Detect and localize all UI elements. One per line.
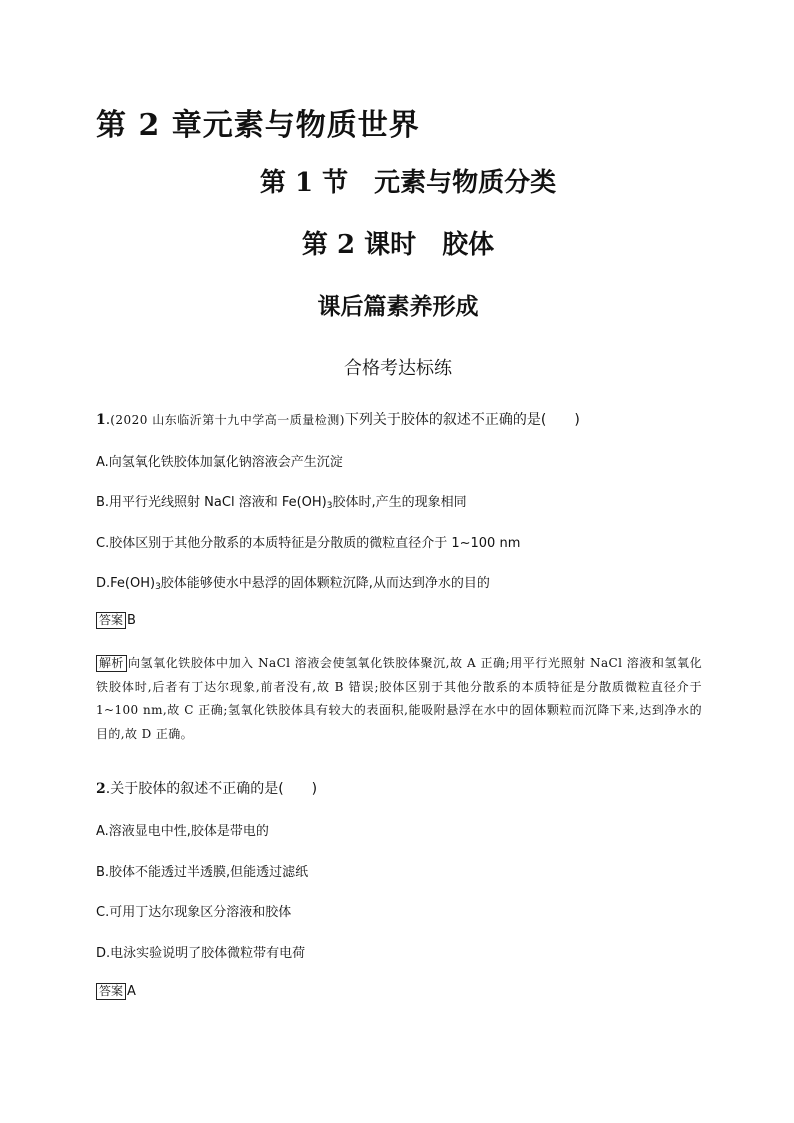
option-text: 胶体时,产生的现象相同 — [332, 495, 467, 510]
lesson-title: 第 2 课时 胶体 — [301, 230, 495, 260]
question-text: .关于胶体的叙述不正确的是( ) — [105, 781, 318, 797]
section-title: 第 1 节 元素与物质分类 — [259, 168, 557, 198]
option-d: D.电泳实验说明了胶体微粒带有电荷 — [96, 946, 306, 961]
option-b: B.胶体不能透过半透膜,但能透过滤纸 — [96, 865, 309, 880]
answer-line — [96, 612, 136, 629]
option-c: C.可用丁达尔现象区分溶液和胶体 — [96, 905, 292, 920]
answer-tag: 答案 — [96, 983, 126, 1000]
post-class-heading: 课后篇素养形成 — [317, 293, 479, 320]
chapter-title: 第 2 章元素与物质世界 — [96, 108, 420, 143]
question-source: (2020 山东临沂第十九中学高一质量检测) — [110, 413, 345, 427]
analysis-text: 向氢氧化铁胶体中加入 NaCl 溶液会使氢氧化铁胶体聚沉,故 A 正确;用平行光照射 NaCl 溶液和氢氧化铁胶体时,后者有丁达尔现象,前者没有,故 B 错误;胶体区别于其他分散系的本质特征是分散质微粒直径介于 1~100 nm,故 C 正确;氢氧化铁胶体具有较大的表面积,能吸附悬浮在水中的固体颗粒而沉降下来,达到净水的目的,故 D 正确。 — [96, 656, 702, 741]
option-text: 胶体能够使水中悬浮的固体颗粒沉降,从而达到净水的目的 — [160, 576, 490, 591]
answer-tag: 答案 — [96, 612, 126, 629]
option-b — [96, 491, 467, 510]
subscript: 3 — [326, 501, 333, 511]
level-heading: 合格考达标练 — [344, 358, 452, 379]
question-number: 2 — [96, 781, 106, 797]
question-2-stem — [96, 778, 317, 798]
option-a: A.向氢氧化铁胶体加氯化钠溶液会产生沉淀 — [96, 455, 343, 470]
option-d — [96, 572, 490, 591]
option-text: D.Fe(OH) — [96, 576, 156, 591]
option-c: C.胶体区别于其他分散系的本质特征是分散质的微粒直径介于 1~100 nm — [96, 536, 521, 551]
option-a: A.溶液显电中性,胶体是带电的 — [96, 824, 269, 839]
question-text: 下列关于胶体的叙述不正确的是( ) — [344, 412, 580, 428]
analysis-block — [96, 652, 702, 746]
question-1-stem: 1.(2020 山东临沂第十九中学高一质量检测)下列关于胶体的叙述不正确的是( ) — [96, 412, 580, 428]
answer-value: B — [127, 613, 136, 628]
analysis-tag: 解析 — [96, 655, 127, 672]
question-number: 1 — [96, 412, 106, 428]
subscript: 3 — [155, 582, 161, 592]
option-text: B.用平行光线照射 NaCl 溶液和 Fe(OH) — [96, 495, 327, 510]
answer-value: A — [127, 984, 136, 999]
answer-line — [96, 983, 136, 1000]
